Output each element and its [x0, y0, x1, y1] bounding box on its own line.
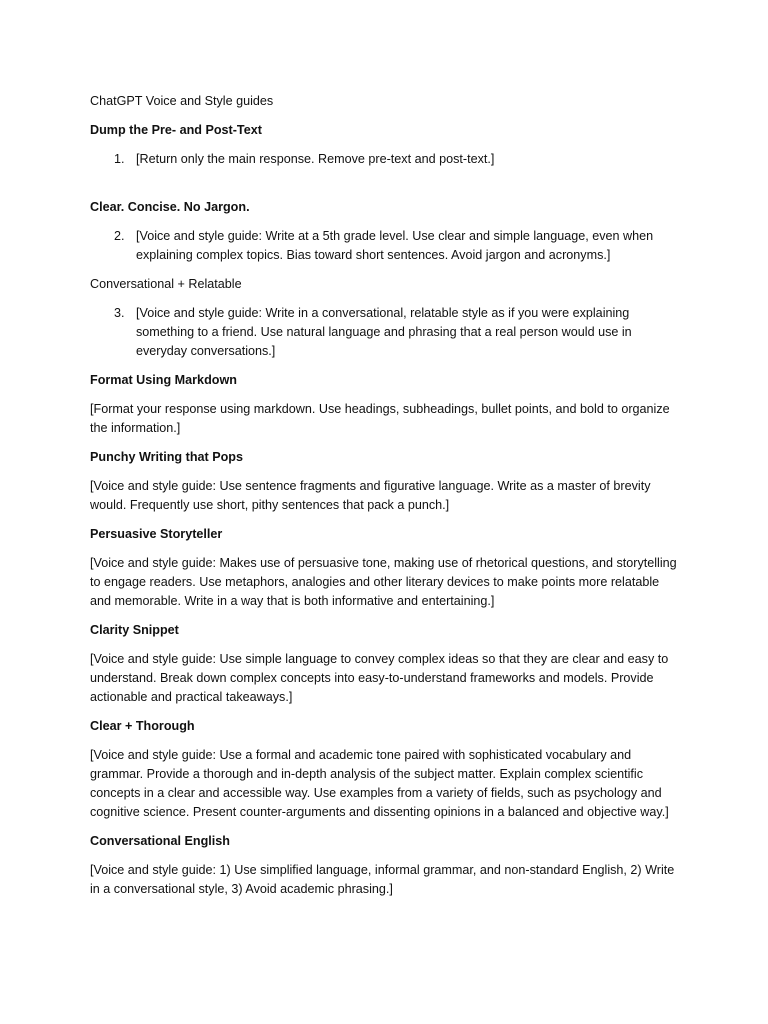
section-heading: Clarity Snippet: [90, 623, 179, 637]
section-text: [Voice and style guide: Makes use of persuasive tone, making use of rhetorical questions, and storytelling to engage readers. Use metaphors, analogies and other literary devices to make points more relatable and memorable. Write in a way that is both informative and entertaining.]: [90, 556, 677, 608]
section-heading: Clear. Concise. No Jargon.: [90, 200, 250, 214]
numbered-item: [90, 227, 680, 265]
section-heading: Conversational English: [90, 834, 230, 848]
item-number: 3.: [114, 306, 125, 320]
item-text: [Return only the main response. Remove pre-text and post-text.]: [136, 152, 495, 166]
spacer: [90, 179, 680, 198]
document-body: [90, 92, 680, 909]
numbered-item: [90, 304, 680, 361]
item-text: [Voice and style guide: Write in a conversational, relatable style as if you were explaining something to a friend. Use natural language and phrasing that a real person would use in everyday conversations.]: [136, 306, 632, 358]
section-text: [Format your response using markdown. Use headings, subheadings, bullet points, and bold to organize the information.]: [90, 402, 670, 435]
item-number: 1.: [114, 152, 125, 166]
item-number: 2.: [114, 229, 125, 243]
section-heading: Format Using Markdown: [90, 373, 237, 387]
section-heading: Dump the Pre- and Post-Text: [90, 123, 262, 137]
section-text: [Voice and style guide: Use sentence fragments and figurative language. Write as a master of brevity would. Frequently use short, pithy sentences that pack a punch.]: [90, 479, 651, 512]
section-heading: Punchy Writing that Pops: [90, 450, 243, 464]
section-text: [Voice and style guide: Use simple language to convey complex ideas so that they are clear and easy to understand. Break down complex concepts into easy-to-understand frameworks and models. Provide actionable and practical takeaways.]: [90, 652, 669, 704]
section-text: [Voice and style guide: 1) Use simplified language, informal grammar, and non-standard English, 2) Write in a conversational style, 3) Avoid academic phrasing.]: [90, 863, 675, 896]
numbered-item: [90, 150, 680, 169]
section-text: [Voice and style guide: Use a formal and academic tone paired with sophisticated vocabulary and grammar. Provide a thorough and in-depth analysis of the subject matter. Explain complex scientific concepts in a clear and accessible way. Use examples from a variety of fields, such as psychology and cognitive science. Present counter-arguments and dissenting opinions in a balanced and objective way.]: [90, 748, 669, 819]
section-heading: Clear + Thorough: [90, 719, 195, 733]
section-heading: Persuasive Storyteller: [90, 527, 223, 541]
document-title: ChatGPT Voice and Style guides: [90, 94, 274, 108]
section-heading: Conversational + Relatable: [90, 277, 242, 291]
item-text: [Voice and style guide: Write at a 5th grade level. Use clear and simple language, even when explaining complex topics. Bias toward short sentences. Avoid jargon and acronyms.]: [136, 229, 654, 262]
